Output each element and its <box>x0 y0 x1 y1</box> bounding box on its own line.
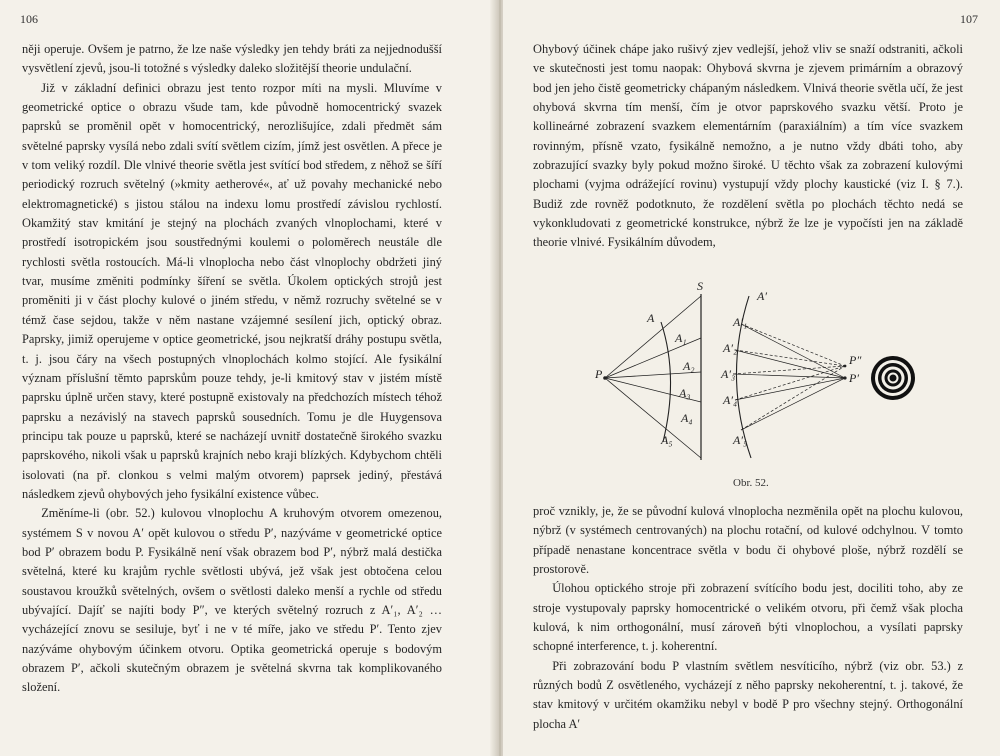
left-page-number: 106 <box>20 12 38 26</box>
left-paragraph-1: něji operuje. Ovšem je patrno, že lze naše výsledky jen tehdy bráti za nejjednodušší vysvětlení zjevů, jsou-li totožné s výsledky daleko složitější theorie undulační. <box>22 42 442 76</box>
point-p-marker <box>603 376 607 380</box>
left-page <box>0 0 497 756</box>
label-a: A <box>647 311 655 325</box>
right-paragraph-2: proč vznikly, je, že se původní kulová vlnoplocha nezměnila opět na plochu kulovou, nýbrž (v systémech centrovaných) na plochu rotační, od kulové odchylnou. V tomto případě nenastane koncentrace světla v bodu či ohybové ploše, nýbrž rozdělí se prostorově. <box>533 504 963 577</box>
label-a3: A₃ <box>679 386 691 400</box>
right-paragraph-4: Při zobrazování bodu P vlastním světlem nesvíticího, nýbrž (viz obr. 53.) z různých bodů Z osvětleného, vycházejí z něho paprsky nekoherentní, t. j. takové, že stav kmitový v určitém okamžiku nebyl v bodě P pro všechny stejný. Orthogonální plocha A′ <box>533 658 963 731</box>
label-s: S <box>697 279 703 293</box>
label-a-prime-4: A′₄ <box>723 393 738 407</box>
point-p-prime-marker <box>843 376 846 379</box>
left-page-text <box>22 40 442 698</box>
diffraction-pattern <box>871 356 915 400</box>
figure-52 <box>583 279 923 482</box>
right-page-number: 107 <box>960 12 978 26</box>
rays-to-p-prime <box>733 324 845 430</box>
label-a-prime-5: A′₅ <box>733 433 748 447</box>
right-paragraph-1: Ohybový účinek chápe jako rušivý zjev vedlejší, jehož vliv se snaží odstraniti, ačkoli ve skutečnosti jest tomu naopak: Ohybová skvrna je zjevem primárním a obrazový bod jen jeho čistě geometricky chápaným následkem. Vlnivá theorie světla učí, že jest ohybová skvrna tím menší, čím je otvor paprskového svazku větší. Proto je kollineárné zobrazení svazkem elementárním (paraxiálním) a tím více svazkem rovinným, přísně vzato, fysikálně nemožno, a je nutno vždy dbáti toho, aby zobrazující svazky byly pokud možno široké. U těchto však za zobrazení kulovými plochami (vyjma odrážející rovinu) vystupují vždy plochy kaustické (viz I. § 7.). Budiž zde rovněž podotknuto, že rozdělení světla po plochách těchto nedá se vykonkludovati z geometrické konstrukce, nýbrž že lze je vypočísti jen na základě theorie vlnivé. Fysikálním důvodem, <box>533 42 963 250</box>
right-page-text-bottom <box>533 502 963 734</box>
label-a2: A₂ <box>683 359 695 373</box>
label-p-double-prime: P″ <box>849 353 862 367</box>
right-page-text-top <box>533 40 963 253</box>
label-a-prime: A′ <box>757 289 767 303</box>
left-paragraph-2: Již v základní definici obrazu jest tento rozpor míti na mysli. Mluvíme v geometrické optice o obrazu všude tam, kde původně homocentrický svazek paprsků se proměnil opět v homocentrický, nerozlišujíce, zdali předmět sám světelné paprsky vysílá nebo zdali svítí světlem cizím, jímž jest osvětlen. A přece je v tom veliký rozdíl. Dle vlnivé theorie světla jest svítící bod středem, z něhož se šíří periodický rozruch světelný (»kmity aetherové«, ať už povahy mechanické nebo elektromagnetické) s jistou stálou na indexu lomu prostředí závislou rychlostí. Okamžitý stav kmitání je stejný na plochách zvaných vlnoplochami, které v prostředí isotropickém jsou soustřednými koulemi o poloměrech neustále dle rychlosti světla rostoucích. Má-li vlnoplocha nebo část vlnoplochy obdržeti jiný tvar, musíme změniti podmínky šíření se světla. Úkolem optických strojů jest proměniti ji v část plochy kulové o jiném středu, v němž rozruchy světelné se v témž čase sejdou, takže v něm nastane vzájemné sesílení jich, optický obraz. Paprsky, jimiž operujeme v optice geometrické, jsou nejkratší dráhy postupu světla, t. j. jsou čáry na všech postupných vlnoplochách kolmo stojící. Ale fysikální význam příslušní těmto paprskům pouze tehdy, je-li kmitový stav v jistém místě paprsku úplně určen stavy, které postupně existovaly na předchozích místech téhož paprsku a nezávislý na stavech paprsků sousedních. Tomu je dle Huygensova principu tak pouze u paprsků, které se nacházejí uvnitř dostatečně širokého svazku paprskového, nikoli však u paprsků krajních nebo kraji blízkých. Kdybychom chtěli isolovati (na př. clonkou s velmi malým otvorem) paprsek jediný, přestává následkem zjevů ohybových jeho fysikální existence vůbec. <box>22 80 442 501</box>
right-paragraph-3: Úlohou optického stroje při zobrazení svítícího bodu jest, dociliti toho, aby ze stroje vystupovaly paprsky homocentrické o velikém otvoru, při čemž však plocha kulová, k nim orthogonální, musí zároveň býti vlnoplochou, a vysílati paprsky schopné interference, t. j. koherentní. <box>533 581 963 654</box>
rays-to-p-double-prime <box>733 324 845 430</box>
label-a4: A₄ <box>681 411 693 425</box>
label-a-prime-3: A′₃ <box>721 367 736 381</box>
label-a1: A₁ <box>675 331 687 345</box>
figure-caption: Obr. 52. <box>733 477 769 489</box>
label-a-prime-1: A′₁ <box>733 315 748 329</box>
wavefront-a <box>661 322 671 442</box>
label-a-prime-2: A′₂ <box>723 341 738 355</box>
label-p-prime: P′ <box>849 371 859 385</box>
label-a5: A₅ <box>661 433 673 447</box>
point-p-double-prime-marker <box>844 365 847 368</box>
optics-diagram <box>583 279 923 482</box>
right-page <box>503 0 1000 756</box>
left-paragraph-3: Změníme-li (obr. 52.) kulovou vlnoplochu A kruhovým otvorem omezenou, systémem S v novou A′ opět kulovou o středu P′, nazýváme v geometrické optice bod P′ obrazem bodu P. Fysikálně není však obrazem bod P′, nýbrž malá destička světelná, které ku krajům rychle světlosti ubývá, jež však jest obtočena celou soustavou kroužků světelných, ovšem o světlosti daleko menší a rychle od středu ubývající. Dajíť se najíti body P″, ve kterých světelný rozruch z A′₁, A′₂ … vycházející znovu se sesiluje, byť i ne v té míře, jako ve středu P′. Tento zjev nazýváme ohybovým účinkem otvoru. Optika geometrická operuje s bodovým obrazem P′, ačkoli skutečným obrazem je světelná skvrna tak komplikovaného složení. <box>22 506 442 695</box>
label-p: P <box>595 367 603 381</box>
